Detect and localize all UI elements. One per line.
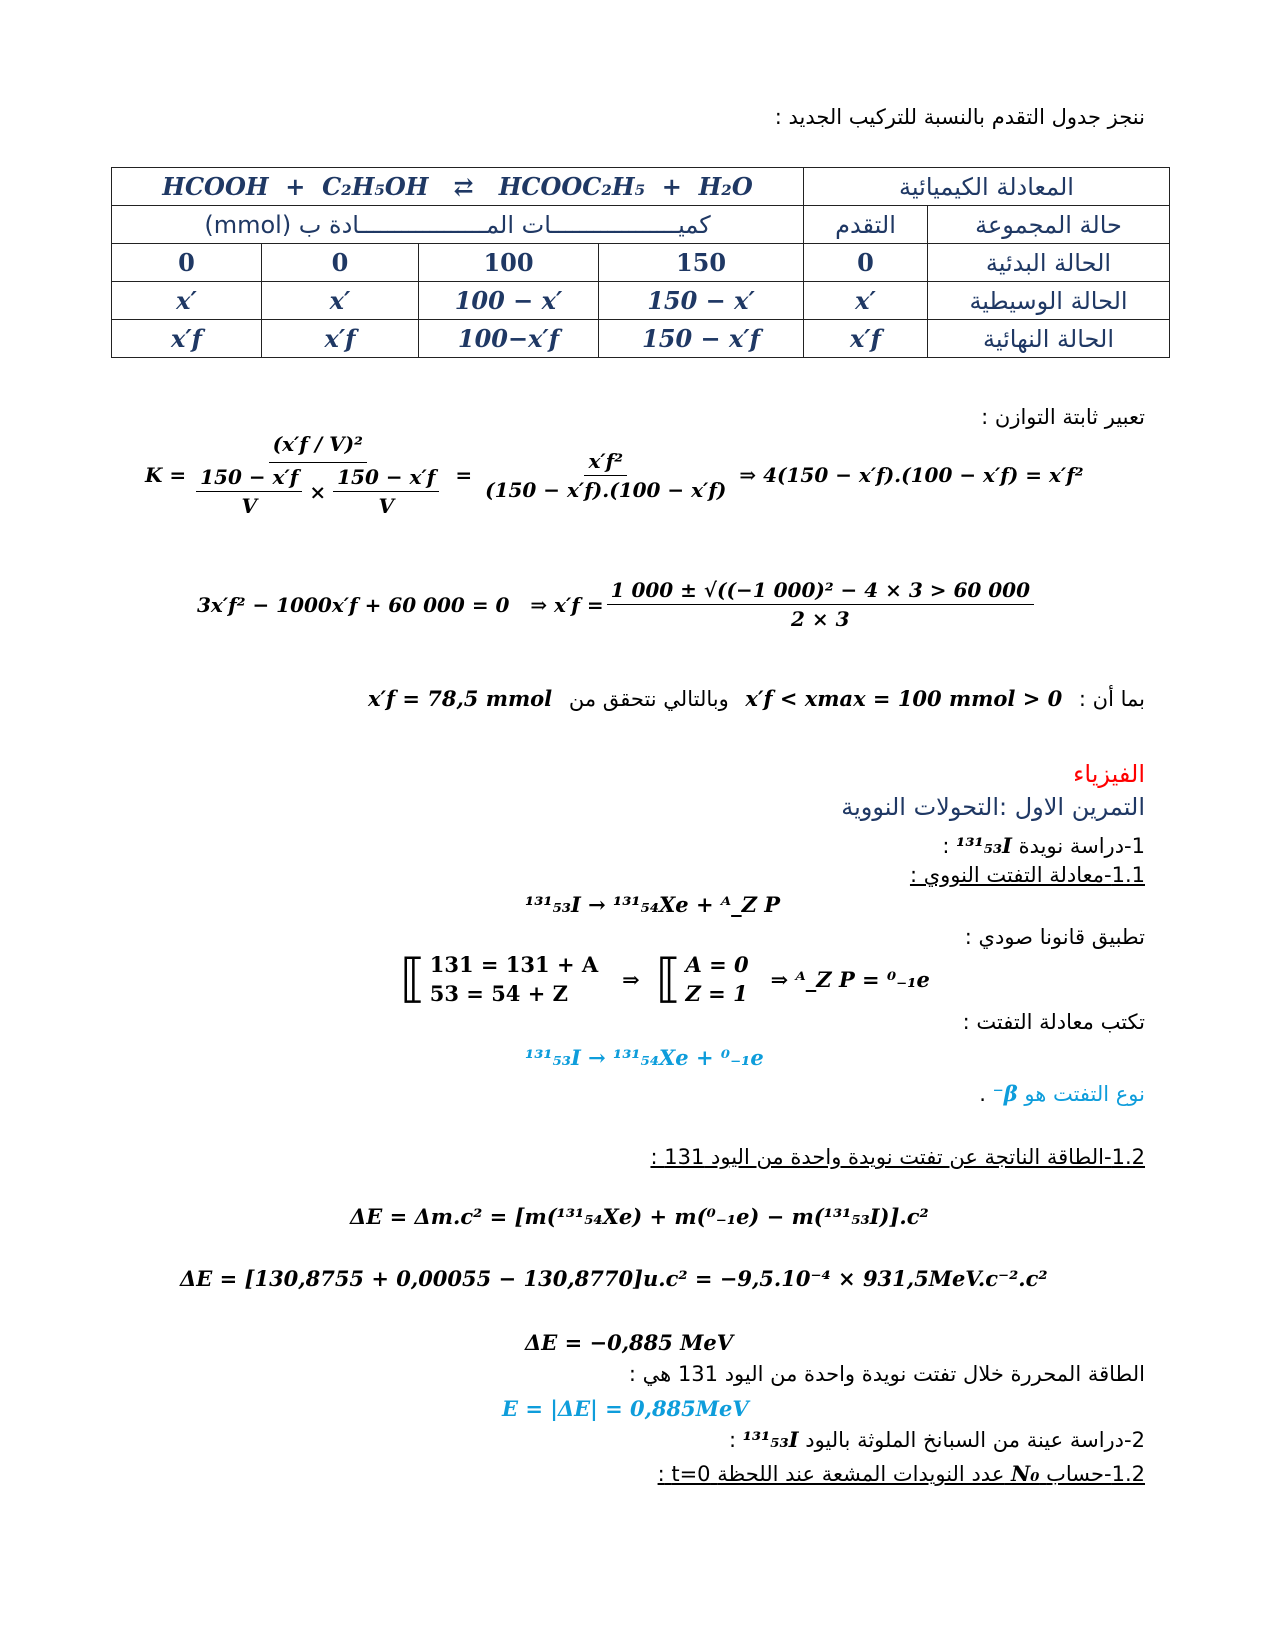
energy-text: الطاقة المحررة خلال تفتت نويدة واحدة من اليود 131 هي : (628, 1362, 1145, 1386)
row-cell: x′f (112, 320, 262, 358)
den-frac-a (196, 465, 302, 518)
q2-nuclide: ¹³¹₅₃I (742, 1427, 799, 1452)
since-condition: 0 < x′f < xmax = 100 mmol (745, 686, 1063, 711)
question-1 (942, 833, 1145, 858)
amounts-header: كميــــــــــــــــــات المــــــــــــــــــادة ب (mmol) (112, 206, 804, 244)
row-advance: x′ (804, 282, 928, 320)
row-cell: 100 (419, 244, 599, 282)
since-prefix: بما أن : (1078, 687, 1145, 711)
quad-fraction (607, 578, 1034, 631)
eq-label: المعادلة الكيميائية (804, 168, 1170, 206)
den-a-V: V (241, 494, 257, 518)
q2-colon: : (728, 1428, 737, 1452)
energy-equation-2: ΔE = [130,8755 + 0,00055 − 130,8770]u.c² = −9,5.10⁻⁴ × 931,5MeV.c⁻².c² (180, 1266, 1048, 1291)
q1-nuclide: ¹³¹₅₃I (956, 833, 1012, 858)
sys1-a: 131 = 131 + A (429, 952, 599, 977)
row-cell: 150 − x′ (599, 282, 804, 320)
left-bracket-icon: ⟦ (655, 949, 682, 1010)
decay-type-text: نوع التفتت هو (1024, 1082, 1145, 1106)
question-2 (729, 1427, 1145, 1452)
table-row (112, 244, 1170, 282)
q2-1-text: -حساب (1046, 1462, 1112, 1486)
reaction-equation: HCOOH + C₂H₅OH ⇄ HCOOC₂H₅ + H₂O (112, 168, 804, 206)
table-row (112, 320, 1170, 358)
sys2-a: A = 0 (685, 952, 749, 977)
since-result: x′f = 78,5 mmol (367, 686, 553, 711)
row-cell: 150 (599, 244, 804, 282)
row-cell: 100−x′f (419, 320, 599, 358)
question-2-1 (658, 1461, 1145, 1486)
q2-1-t0: t=0 (671, 1462, 711, 1486)
sys1-b: 53 = 54 + Z (429, 981, 568, 1007)
soddy-result: ⇒ ᴬ_Z P = ⁰₋₁e (770, 966, 930, 992)
energy-equation-3: ΔE = −0,885 MeV (525, 1330, 734, 1355)
advance-header: التقدم (804, 206, 928, 244)
physics-title: الفيزياء (1073, 760, 1145, 788)
den-a-num: 150 − x′f (196, 465, 302, 492)
row-cell: x′ (262, 282, 419, 320)
row-cell: 0 (112, 244, 262, 282)
row-state: الحالة النهائية (928, 320, 1170, 358)
q2-1-colon: : (657, 1462, 665, 1486)
table-row (112, 282, 1170, 320)
left-bracket-icon: ⟦ (400, 949, 426, 1010)
table-row (112, 206, 1170, 244)
row-state: الحالة الوسيطية (928, 282, 1170, 320)
den-b-V: V (378, 494, 394, 518)
row-cell: x′ (112, 282, 262, 320)
sys2-b: Z = 1 (685, 981, 748, 1007)
decay-type (979, 1081, 1145, 1106)
quad-den: 2 × 3 (791, 607, 850, 631)
question-1-1 (910, 863, 1145, 887)
row-advance: 0 (804, 244, 928, 282)
decay-type-value: β⁻ (992, 1081, 1018, 1106)
k-equation (145, 432, 1084, 518)
question-1-2 (650, 1145, 1145, 1169)
k-title: تعبير ثابتة التوازن : (981, 405, 1145, 429)
k-mid-den: (150 − x′f).(100 − x′f) (485, 477, 727, 502)
table-row (112, 168, 1170, 206)
row-cell: x′f (262, 320, 419, 358)
k-result: ⇒ 4(150 − x′f).(100 − x′f) = x′f² (739, 463, 1084, 487)
energy-result: E = |ΔE| = 0,885MeV (502, 1396, 749, 1421)
write-eq-title: تكتب معادلة التفتت : (962, 1010, 1145, 1034)
q2-text: 2-دراسة عينة من السبانخ الملوثة باليود (805, 1428, 1145, 1452)
energy-equation-1: ΔE = Δm.c² = [m(¹³¹₅₄Xe) + m(⁰₋₁e) − m(¹³¹₅₃I)].c² (350, 1204, 929, 1229)
decay-type-dot: . (979, 1082, 986, 1106)
row-cell: 100 − x′ (419, 282, 599, 320)
decay-final-equation: ¹³¹₅₃I → ¹³¹₅₄Xe + ⁰₋₁e (525, 1045, 764, 1070)
implies-arrow: ⇒ (622, 966, 640, 992)
q1-2-num: 1.2 (1111, 1145, 1145, 1169)
since-line (358, 686, 1145, 711)
den-frac-b (333, 465, 439, 518)
k-mid-num: x′f² (584, 449, 627, 476)
intro-line: ننجز جدول التقدم بالنسبة للتركيب الجديد : (774, 105, 1145, 129)
row-cell: 0 (262, 244, 419, 282)
soddy-title: تطبيق قانونا صودي : (964, 925, 1145, 949)
q1-1-num: 1.1 (1111, 863, 1145, 887)
q1-text: 1-دراسة نويدة (1018, 834, 1145, 858)
q1-colon: : (942, 834, 950, 858)
row-state: الحالة البدئية (928, 244, 1170, 282)
k-lhs: K = (145, 463, 187, 487)
equals-sign: = (455, 463, 473, 487)
quad-lhs: 3x′f² − 1000x′f + 60 000 = 0 ⇒ x′f = (197, 592, 604, 617)
advancement-table (111, 167, 1170, 358)
quad-num: 1 000 ± √((−1 000)² − 4 × 3 > 60 000 (607, 578, 1034, 605)
quadratic-equation (197, 578, 1037, 631)
q1-2-text: -الطاقة الناتجة عن تفتت نويدة واحدة من اليود 131 : (650, 1145, 1112, 1169)
times-sign: × (309, 479, 327, 504)
k-big-fraction (189, 432, 446, 518)
k-mid-fraction (481, 449, 730, 502)
q2-1-rest: عدد النويدات المشعة عند اللحظة (717, 1462, 1005, 1486)
den-b-num: 150 − x′f (333, 465, 439, 492)
soddy-system (400, 950, 930, 1009)
exercise-title: التمرين الاول :التحولات النووية (841, 793, 1145, 821)
row-cell: 150 − x′f (599, 320, 804, 358)
q2-1-num: 1.2 (1111, 1462, 1145, 1486)
k-big-num: (x′f / V)² (269, 432, 367, 463)
q2-1-symbol: N₀ (1011, 1461, 1040, 1486)
since-middle: وبالتالي نتحقق من (568, 687, 729, 711)
state-header: حالة المجموعة (928, 206, 1170, 244)
row-advance: x′f (804, 320, 928, 358)
q1-1-text: -معادلة التفتت النووي : (909, 863, 1112, 887)
decay-equation: ¹³¹₅₃I → ¹³¹₅₄Xe + ᴬ_Z P (525, 892, 781, 917)
